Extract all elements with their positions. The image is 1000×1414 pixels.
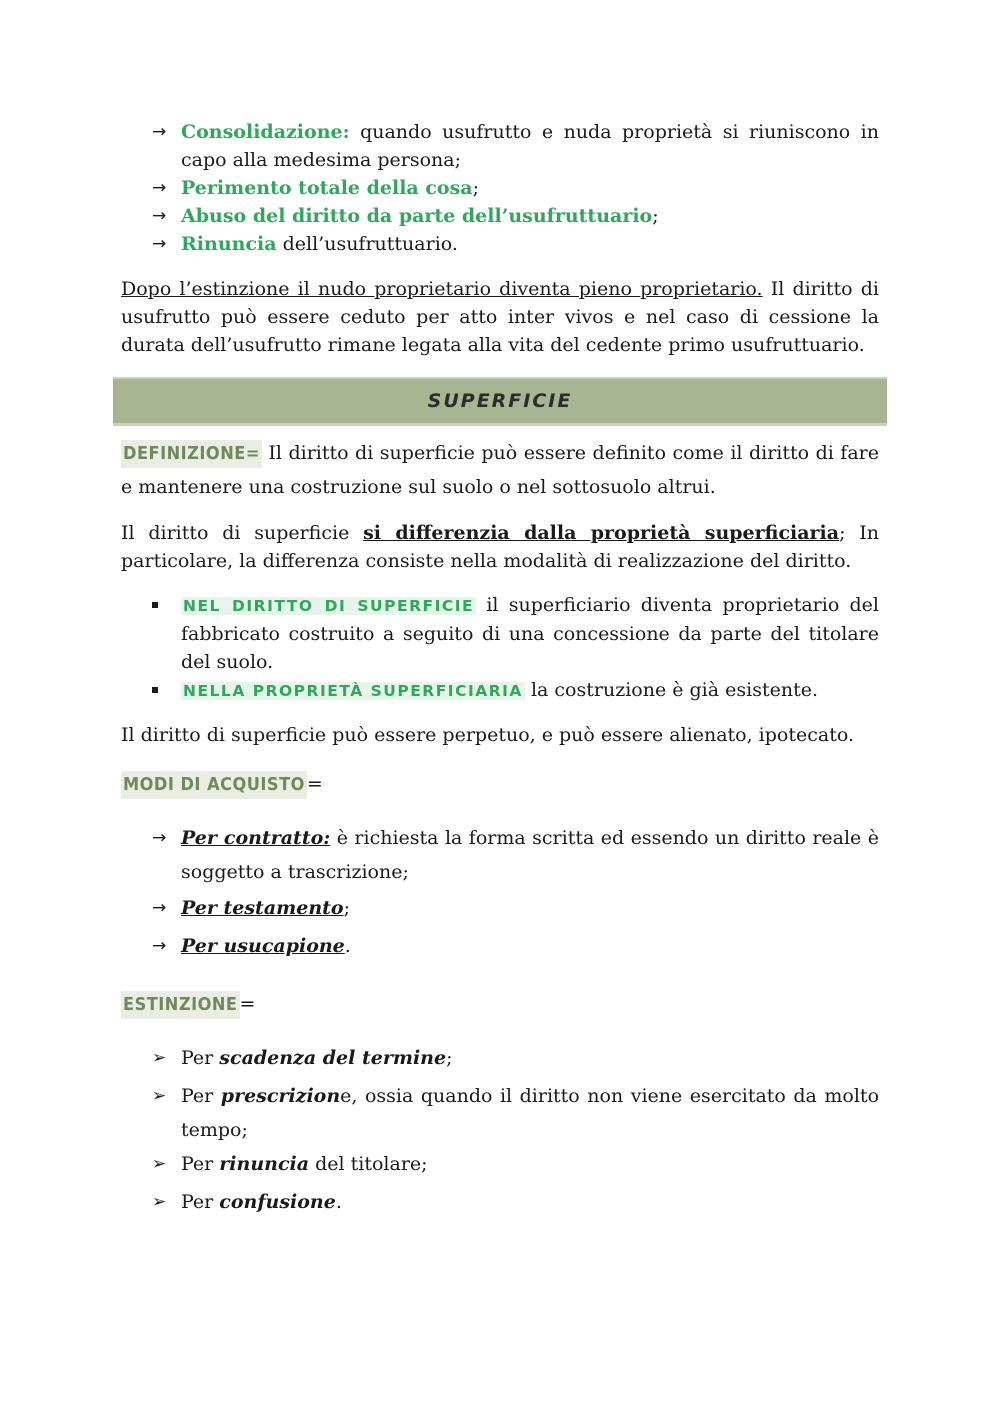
arrow-icon: → bbox=[152, 206, 167, 226]
list-item bbox=[152, 118, 879, 174]
script-term: rinuncia bbox=[219, 1153, 310, 1175]
item-prefix: Per bbox=[181, 1153, 220, 1175]
list-item bbox=[152, 1041, 879, 1075]
item-keyword: Rinuncia bbox=[181, 233, 277, 255]
list-item bbox=[181, 676, 879, 705]
list-item bbox=[152, 891, 879, 925]
arrow-icon: → bbox=[152, 122, 167, 142]
section-title: SUPERFICIE bbox=[427, 390, 573, 412]
item-text: è richiesta la forma scritta ed essendo un diritto reale è soggetto a trascrizione; bbox=[181, 827, 879, 883]
script-term: prescrizion bbox=[220, 1085, 341, 1107]
highlighted-term: NEL DIRITTO DI SUPERFICIE bbox=[183, 597, 475, 615]
item-text: quando usufrutto e nuda proprietà si riuniscono in capo alla medesima persona; bbox=[181, 121, 879, 171]
item-text: ; bbox=[472, 177, 480, 199]
script-term: scadenza del termine bbox=[219, 1047, 447, 1069]
list-item bbox=[152, 1147, 879, 1181]
paragraph-text: Il diritto di superficie bbox=[121, 522, 364, 544]
differenza-paragraph bbox=[121, 519, 879, 575]
chevron-bullet-icon: ➢ bbox=[152, 1192, 167, 1212]
chevron-bullet-icon: ➢ bbox=[152, 1048, 167, 1068]
estinzione-label: ESTINZIONE bbox=[121, 991, 240, 1019]
item-keyword: Perimento totale della cosa bbox=[181, 177, 473, 199]
list-item bbox=[152, 1185, 879, 1219]
script-term: Per testamento bbox=[181, 897, 344, 919]
arrow-icon: → bbox=[152, 936, 167, 956]
item-prefix: Per bbox=[181, 1191, 220, 1213]
paragraph-estinzione bbox=[121, 275, 879, 359]
paragraph-text: ; In particolare, la differenza consiste nella modalità di realizzazione del diritto. bbox=[121, 522, 879, 572]
equals-sign: = bbox=[306, 773, 323, 795]
list-item bbox=[152, 1079, 880, 1147]
item-text: dell’usufruttuario. bbox=[276, 233, 458, 255]
item-prefix: Per bbox=[181, 1085, 221, 1107]
section-header-bar bbox=[113, 377, 887, 426]
arrow-icon: → bbox=[152, 178, 167, 198]
modi-acquisto-label: MODI DI ACQUISTO bbox=[121, 771, 307, 799]
definizione-paragraph bbox=[121, 436, 879, 504]
list-item bbox=[181, 591, 879, 676]
perpetuo-paragraph: Il diritto di superficie può essere perpetuo, e può essere alienato, ipotecato. bbox=[121, 724, 854, 746]
square-bullet-icon bbox=[152, 687, 158, 693]
list-item bbox=[152, 230, 879, 258]
chevron-bullet-icon: ➢ bbox=[152, 1086, 167, 1106]
item-keyword: Abuso del diritto da parte dell’usufruttuario bbox=[181, 205, 653, 227]
differenza-list bbox=[121, 591, 879, 705]
list-item bbox=[152, 929, 879, 963]
chevron-bullet-icon: ➢ bbox=[152, 1154, 167, 1174]
item-text: ; bbox=[343, 897, 351, 919]
square-bullet-icon bbox=[152, 602, 158, 608]
equals-sign: = bbox=[239, 993, 256, 1015]
list-item bbox=[152, 821, 879, 889]
script-term: confusione bbox=[219, 1191, 336, 1213]
list-item bbox=[152, 202, 879, 230]
item-prefix: Per bbox=[181, 1047, 220, 1069]
page-content bbox=[121, 118, 879, 1219]
item-text: ; bbox=[652, 205, 659, 227]
arrow-icon: → bbox=[152, 898, 167, 918]
item-text: . bbox=[344, 935, 351, 957]
list-item bbox=[152, 174, 879, 202]
arrow-icon: → bbox=[152, 234, 167, 254]
definizione-label: DEFINIZIONE= bbox=[121, 440, 262, 468]
item-text: la costruzione è già esistente. bbox=[524, 679, 818, 701]
underlined-sentence: Dopo l’estinzione il nudo proprietario diventa pieno proprietario. bbox=[121, 278, 763, 300]
script-term: Per usucapione bbox=[181, 935, 345, 957]
modi-acquisto-list bbox=[121, 821, 879, 963]
item-text: del titolare; bbox=[309, 1153, 428, 1175]
estinzione-usufrutto-list bbox=[121, 118, 879, 258]
definizione-text: Il diritto di superficie può essere definito come il diritto di fare e mantenere una costruzione sul suolo o nel sottosuolo altrui. bbox=[121, 442, 879, 498]
estinzione-heading bbox=[121, 987, 879, 1021]
item-text: . bbox=[335, 1191, 342, 1213]
item-text: ; bbox=[446, 1047, 453, 1069]
script-term: Per contratto: bbox=[181, 827, 331, 849]
item-text: e, ossia quando il diritto non viene esercitato da molto tempo; bbox=[181, 1085, 880, 1141]
item-text: il superficiario diventa proprietario del fabbricato costruito a seguito di una concessione da parte del titolare del suolo. bbox=[181, 594, 879, 673]
estinzione-list bbox=[121, 1041, 879, 1219]
item-keyword: Consolidazione: bbox=[181, 121, 350, 143]
bold-underlined-text: si differenzia dalla proprietà superficiaria bbox=[363, 522, 840, 544]
modi-acquisto-heading bbox=[121, 767, 879, 801]
arrow-icon: → bbox=[152, 828, 167, 848]
highlighted-term: NELLA PROPRIETÀ SUPERFICIARIA bbox=[183, 682, 523, 700]
paragraph-text: Il diritto di usufrutto può essere ceduto per atto inter vivos e nel caso di cessione la durata dell’usufrutto rimane legata alla vita del cedente primo usufruttuario. bbox=[121, 278, 879, 356]
